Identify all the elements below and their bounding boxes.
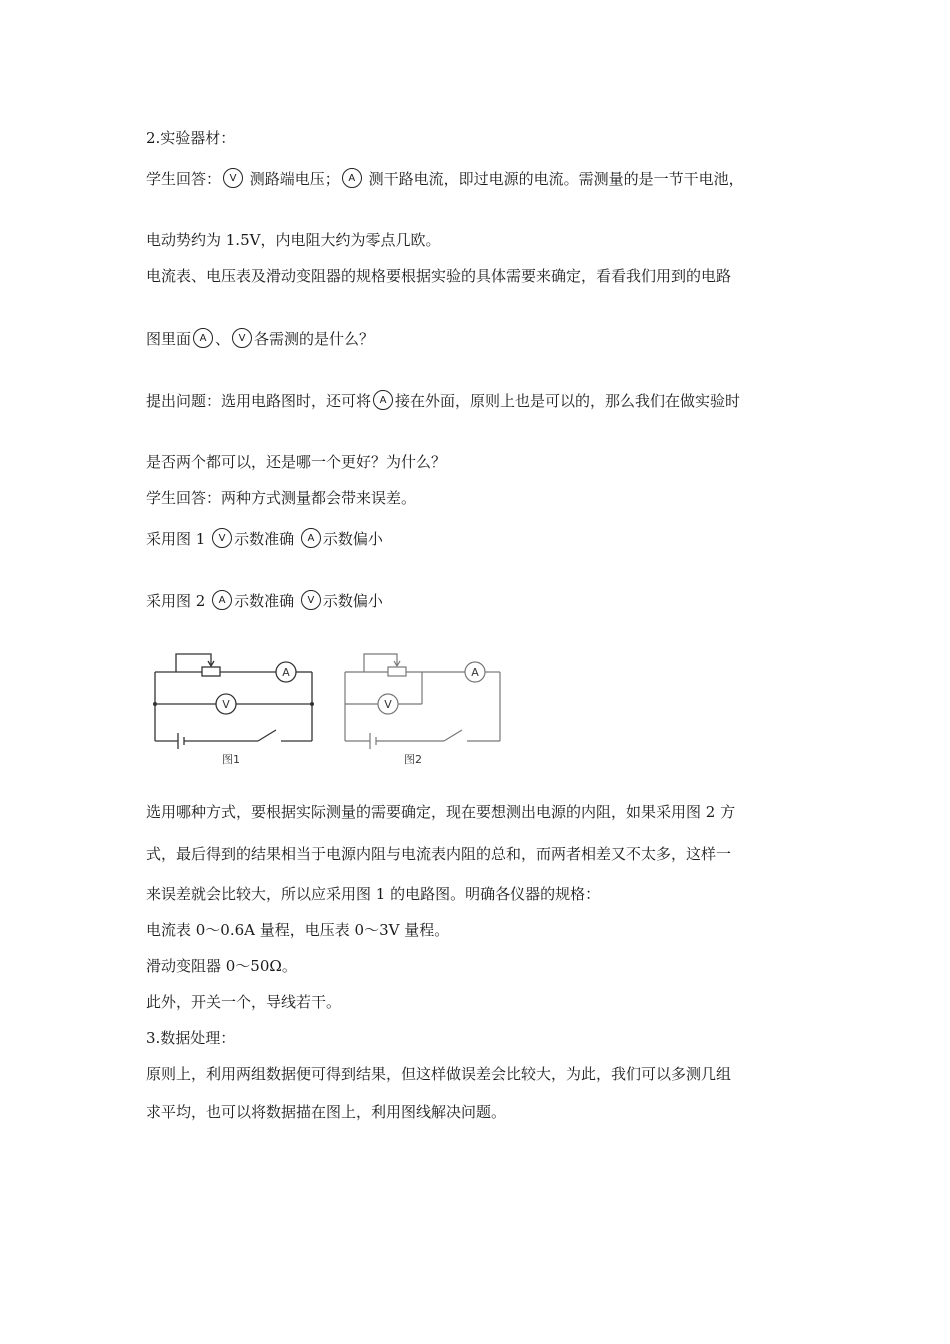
text: 各需测的是什么？: [254, 330, 375, 348]
paragraph: 是否两个都可以，还是哪一个更好？为什么？: [146, 453, 447, 471]
ammeter-icon: A: [301, 528, 321, 548]
paragraph: 此外，开关一个，导线若干。: [146, 993, 342, 1011]
paragraph: 求平均，也可以将数据描在图上，利用图线解决问题。: [146, 1103, 507, 1121]
text: 示数准确: [234, 592, 295, 610]
voltmeter-icon: V: [212, 528, 232, 548]
text: 图里面: [146, 330, 192, 348]
paragraph-fig1-result: [146, 528, 383, 549]
paragraph-question: [146, 390, 740, 411]
text: 提出问题：选用电路图时，还可将: [146, 392, 372, 410]
paragraph-fig2-result: [146, 590, 383, 611]
ammeter-icon: A: [193, 328, 213, 348]
voltmeter-label: V: [222, 698, 230, 711]
paragraph: [146, 328, 374, 349]
paragraph: 电动势约为 1.5V，内电阻大约为零点几欧。: [146, 231, 441, 249]
paragraph-student-answer-1: [146, 168, 744, 189]
voltmeter-icon: V: [301, 590, 321, 610]
paragraph-ammeter-spec: 电流表 0～0.6A 量程，电压表 0～3V 量程。: [146, 921, 450, 939]
voltmeter-label: V: [384, 698, 392, 711]
figure-1-caption: 图1: [222, 753, 240, 766]
text: 测干路电流，即过电源的电流。需测量的是一节干电池，: [368, 170, 744, 188]
circuit-diagram-2: [340, 646, 510, 771]
paragraph-rheostat-spec: 滑动变阻器 0～50Ω。: [146, 957, 297, 975]
paragraph: 选用哪种方式，要根据实际测量的需要确定，现在要想测出电源的内阻，如果采用图 2 方: [146, 803, 736, 821]
paragraph: 来误差就会比较大，所以应采用图 1 的电路图。明确各仪器的规格：: [146, 885, 601, 903]
circuit-figure-2: [340, 646, 510, 771]
section-heading-data: 3.数据处理：: [146, 1029, 236, 1047]
ammeter-label: A: [471, 666, 479, 679]
text: 示数准确: [234, 530, 295, 548]
ammeter-icon: A: [342, 168, 362, 188]
voltmeter-icon: V: [232, 328, 252, 348]
paragraph: 学生回答：两种方式测量都会带来误差。: [146, 489, 417, 507]
paragraph: 式，最后得到的结果相当于电源内阻与电流表内阻的总和，而两者相差又不太多，这样一: [146, 845, 732, 863]
text: 采用图 2: [146, 592, 206, 610]
figure-2-caption: 图2: [404, 753, 422, 766]
paragraph: 原则上，利用两组数据便可得到结果，但这样做误差会比较大，为此，我们可以多测几组: [146, 1065, 732, 1083]
text: 示数偏小: [322, 530, 383, 548]
circuit-diagram-1: [150, 646, 320, 771]
section-heading-materials: 2.实验器材：: [146, 129, 236, 147]
circuit-figure-1: [150, 646, 320, 771]
text: 测路端电压；: [249, 170, 340, 188]
voltmeter-icon: V: [223, 168, 243, 188]
text: 学生回答：: [146, 170, 222, 188]
ammeter-label: A: [282, 666, 290, 679]
text: 示数偏小: [322, 592, 383, 610]
text: 接在外面，原则上也是可以的，那么我们在做实验时: [395, 392, 741, 410]
paragraph: 电流表、电压表及滑动变阻器的规格要根据实验的具体需要来确定，看看我们用到的电路: [146, 267, 732, 285]
ammeter-icon: A: [212, 590, 232, 610]
text: 采用图 1: [146, 530, 206, 548]
ammeter-icon: A: [373, 390, 393, 410]
text: 、: [215, 330, 231, 348]
